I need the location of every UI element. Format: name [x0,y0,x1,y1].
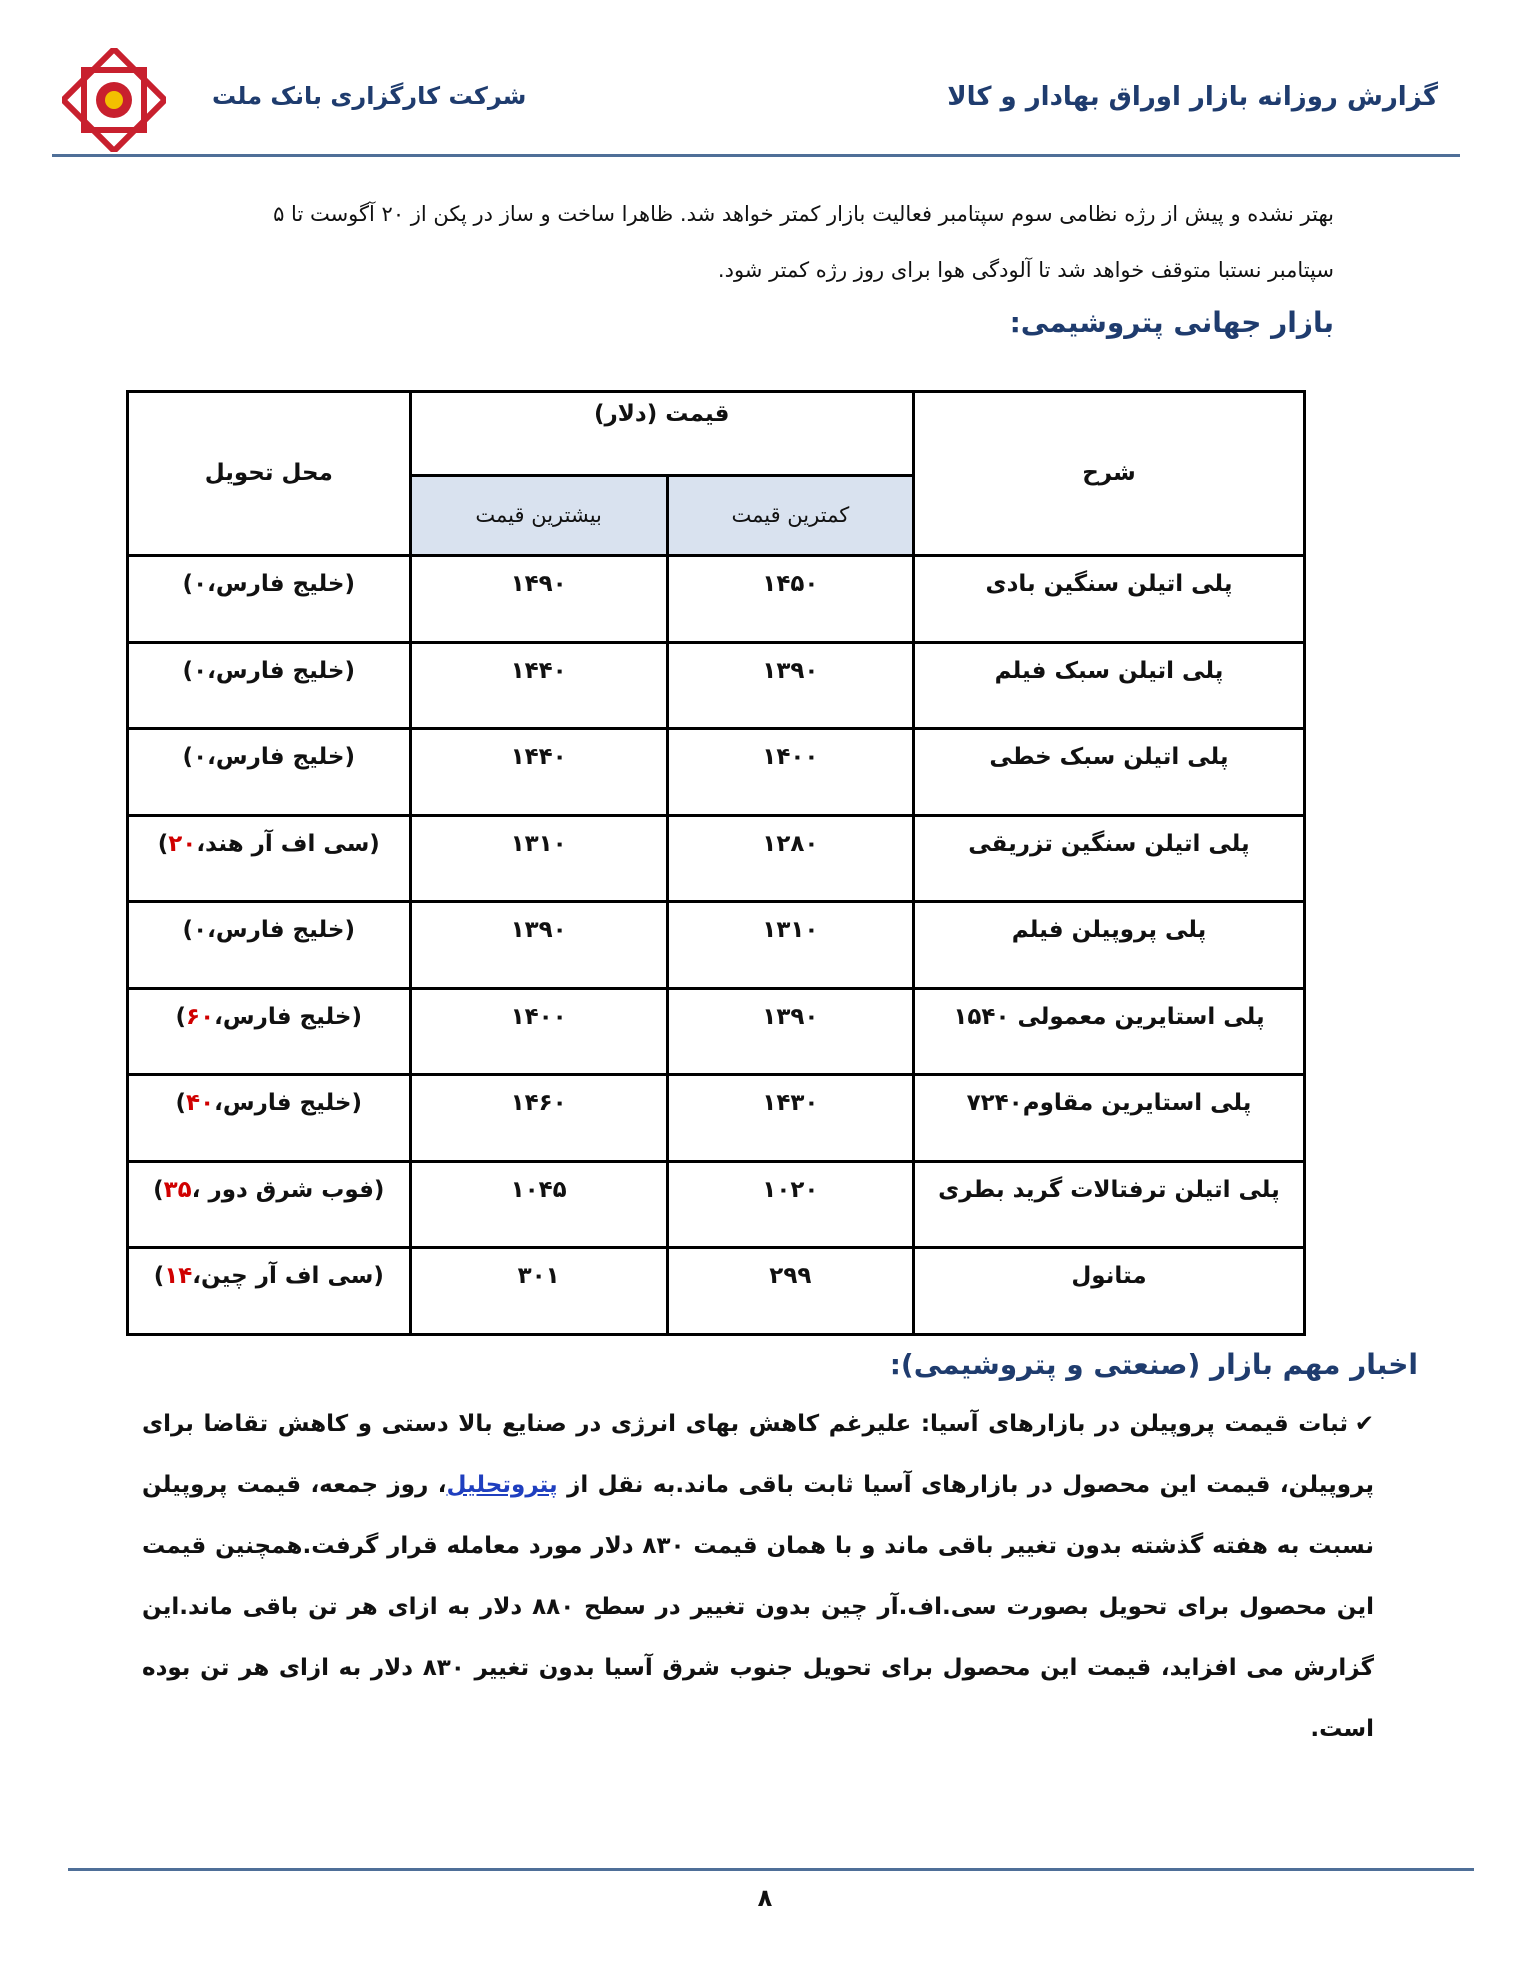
row-delivery [128,642,411,729]
row-min-price: ۱۰۲۰ [667,1161,913,1248]
row-max-price: ۱۴۰۰ [410,988,667,1075]
delivery-location: (سی اف آر چین، [192,1263,384,1290]
row-max-price: ۱۴۴۰ [410,729,667,816]
row-max-price: ۱۳۱۰ [410,815,667,902]
row-min-price: ۱۳۹۰ [667,988,913,1075]
delivery-change: ۰ [193,917,208,944]
intro-line-2: سپتامبر نستبا متوقف خواهد شد تا آلودگی هوا برای روز رژه کمتر شود. [717,258,1334,282]
intro-line-1: بهتر نشده و پیش از رژه نظامی سوم سپتامبر فعالیت بازار کمتر خواهد شد. ظاهرا ساخت و ساز در پکن از ۲۰ آگوست تا ۵ [273,202,1334,226]
delivery-location: (سی اف آر هند، [196,830,380,857]
table-row [128,1161,1305,1248]
delivery-close-paren: ) [153,1263,165,1290]
row-min-price: ۱۳۹۰ [667,642,913,729]
row-min-price: ۱۲۸۰ [667,815,913,902]
delivery-close-paren: ) [182,571,194,597]
row-min-price: ۱۴۰۰ [667,729,913,816]
delivery-location: (خلیج فارس، [207,657,355,684]
header-price: قیمت (دلار) [410,392,913,476]
delivery-location: (خلیج فارس، [207,917,355,944]
report-title: گزارش روزانه بازار اوراق بهادار و کالا [947,82,1438,112]
header-divider [52,154,1460,157]
row-description: متانول [913,1248,1304,1335]
row-description: پلی اتیلن سنگین تزریقی [913,815,1304,902]
row-description: پلی اتیلن ترفتالات گرید بطری [913,1161,1304,1248]
row-description: پلی پروپیلن فیلم [913,902,1304,989]
table-body [128,556,1305,1335]
delivery-close-paren: ) [175,1003,187,1030]
header-min-price: کمترین قیمت [667,476,913,556]
header-description: شرح [913,392,1304,556]
row-max-price: ۳۰۱ [410,1248,667,1335]
table-row [128,642,1305,729]
page-number: ۸ [757,1884,773,1912]
delivery-change: ۰ [193,571,208,597]
delivery-change: ۱۴ [164,1263,193,1290]
table-row [128,988,1305,1075]
row-min-price: ۱۳۱۰ [667,902,913,989]
news-text-after-link: ، روز جمعه، قیمت پروپیلن نسبت به هفته گذشته بدون تغییر باقی ماند و با همان قیمت ۸۳۰ دلار مورد معامله قرار گرفت.همچنین قیمت این محصول برای تحویل بصورت سی.اف.آر چین بدون تغییر در سطح ۸۸۰ دلار به ازای هر تن باقی ماند.این گزارش می افزاید، قیمت این محصول برای تحویل جنوب شرق آسیا بدون تغییر ۸۳۰ دلار به ازای هر تن بوده است. [142,1472,1374,1742]
row-max-price: ۱۴۹۰ [410,556,667,643]
company-name: شرکت کارگزاری بانک ملت [212,82,527,110]
source-link[interactable]: پتروتحلیل [446,1472,558,1498]
table-row [128,815,1305,902]
row-description: پلی اتیلن سنگین بادی [913,556,1304,643]
petrochemical-price-table [126,390,1306,1336]
row-description: پلی استایرین مقاوم۷۲۴۰ [913,1075,1304,1162]
delivery-change: ۳۵ [163,1176,192,1203]
row-delivery [128,556,411,643]
bank-mellat-logo-icon [62,48,166,152]
row-delivery [128,1161,411,1248]
row-description: پلی اتیلن سبک فیلم [913,642,1304,729]
row-max-price: ۱۳۹۰ [410,902,667,989]
delivery-close-paren: ) [153,1176,164,1203]
delivery-change: ۰ [193,744,208,771]
delivery-close-paren: ) [157,830,169,857]
delivery-change: ۰ [193,657,208,684]
header-delivery: محل تحویل [128,392,411,556]
row-delivery [128,1248,411,1335]
delivery-close-paren: ) [182,744,194,771]
news-text-before-link: ثبات قیمت پروپیلن در بازارهای آسیا: علیرغم کاهش بهای انرژی در صنایع بالا دستی و کاهش تقاضا برای پروپیلن، قیمت این محصول در بازارهای آسیا ثابت باقی ماند.به نقل از [142,1411,1374,1498]
delivery-location: (خلیج فارس، [207,571,355,597]
row-delivery [128,729,411,816]
news-paragraph [142,1394,1374,1760]
intro-paragraph [138,186,1334,298]
row-delivery [128,1075,411,1162]
delivery-change: ۶۰ [186,1003,215,1030]
row-description: پلی استایرین معمولی ۱۵۴۰ [913,988,1304,1075]
row-description: پلی اتیلن سبک خطی [913,729,1304,816]
row-max-price: ۱۴۴۰ [410,642,667,729]
table-row [128,556,1305,643]
footer-divider [68,1868,1474,1871]
row-min-price: ۲۹۹ [667,1248,913,1335]
row-max-price: ۱۰۴۵ [410,1161,667,1248]
table-row [128,1075,1305,1162]
table-row [128,1248,1305,1335]
table-row [128,902,1305,989]
delivery-location: (خلیج فارس، [214,1090,362,1117]
section-title: بازار جهانی پتروشیمی: [1009,306,1334,339]
delivery-close-paren: ) [175,1090,187,1117]
row-max-price: ۱۴۶۰ [410,1075,667,1162]
delivery-change: ۴۰ [186,1090,215,1117]
delivery-location: (خلیج فارس، [214,1003,362,1030]
delivery-close-paren: ) [182,917,194,944]
row-delivery [128,902,411,989]
delivery-location: (فوب شرق دور ، [191,1176,385,1203]
news-title: اخبار مهم بازار (صنعتی و پتروشیمی): [889,1348,1418,1381]
row-min-price: ۱۴۵۰ [667,556,913,643]
delivery-change: ۲۰ [168,830,197,857]
checkmark-icon: ✔ [1354,1411,1374,1437]
row-delivery [128,988,411,1075]
header-max-price: بیشترین قیمت [410,476,667,556]
row-delivery [128,815,411,902]
delivery-location: (خلیج فارس، [207,744,355,771]
delivery-close-paren: ) [182,657,194,684]
table-row [128,729,1305,816]
row-min-price: ۱۴۳۰ [667,1075,913,1162]
